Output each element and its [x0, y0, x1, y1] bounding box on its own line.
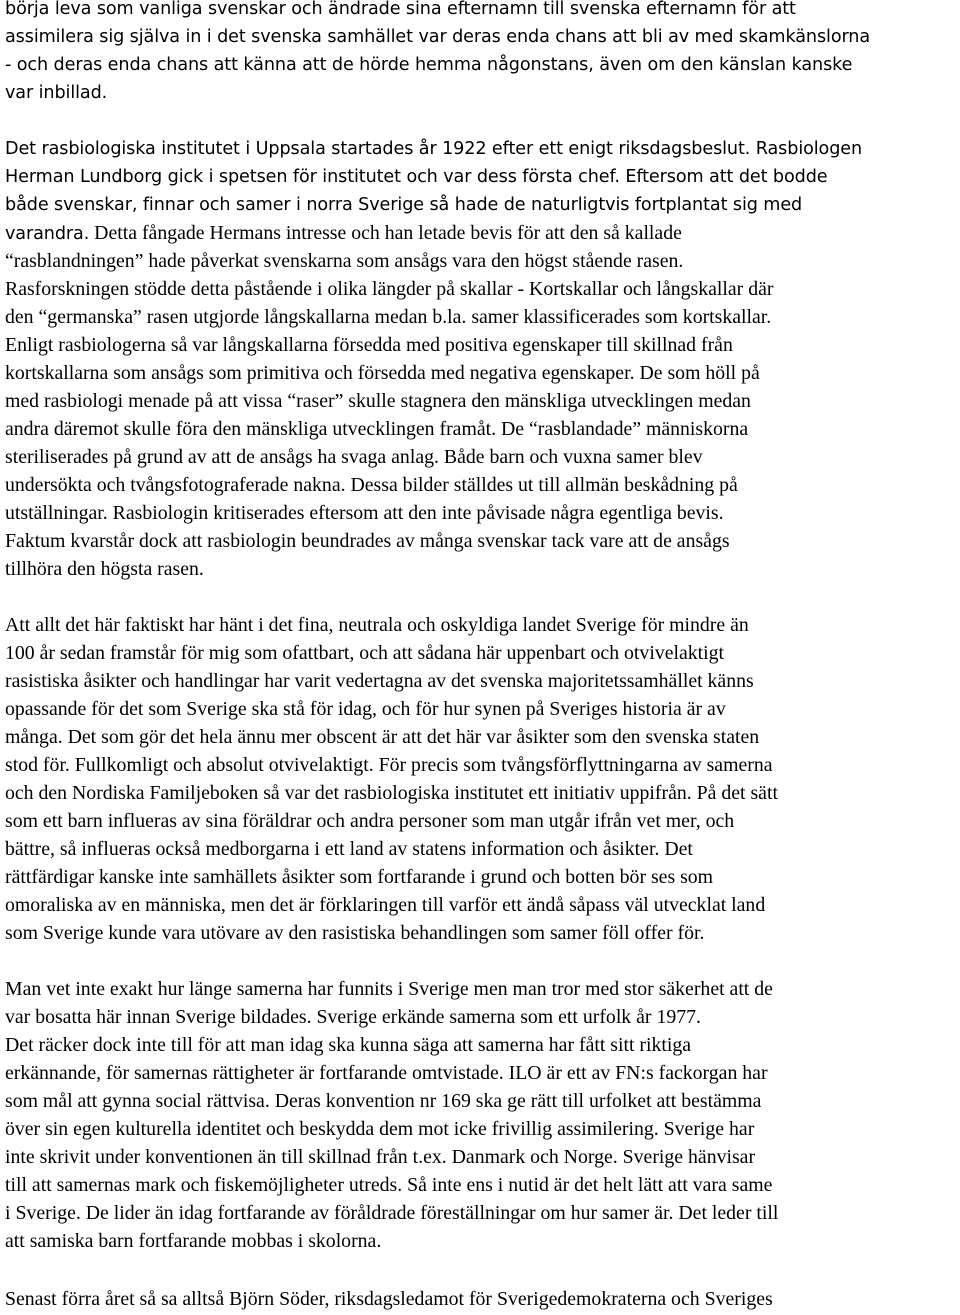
text-line: “rasblandningen” hade påverkat svenskarna som ansågs vara den högst stående rasen.	[5, 250, 684, 272]
text-line: var inbillad.	[5, 83, 108, 103]
text-line: många. Det som gör det hela ännu mer obscent är att det här var åsikter som den svenska staten	[5, 726, 760, 748]
text-line: med rasbiologi menade på att vissa “raser” skulle stagnera den mänskliga utvecklingen medan	[5, 390, 751, 412]
text-line: var bosatta här innan Sverige bildades. Sverige erkände samerna som ett urfolk år 1977.	[5, 1006, 701, 1028]
text-run: Detta fångade Hermans intresse och han letade bevis för att den så kallade	[89, 222, 682, 244]
text-line: över sin egen kulturella identitet och beskydda dem mot icke frivillig assimilering. Sverige har	[5, 1118, 755, 1140]
text-line: bättre, så influeras också medborgarna i ett land av statens information och åsikter. Det	[5, 838, 693, 860]
text-line: Det räcker dock inte till för att man idag ska kunna säga att samerna har fått sitt riktiga	[5, 1034, 692, 1056]
text-line: som ett barn influeras av sina föräldrar och andra personer som man utgår ifrån vet mer, och	[5, 810, 735, 832]
text-line: rasistiska åsikter och handlingar har varit vedertagna av det svenska majoritetssamhället känns	[5, 670, 754, 692]
text-line: Senast förra året så sa alltså Björn Söder, riksdagsledamot för Sverigedemokraterna och Sveriges	[5, 1288, 773, 1310]
text-line: Det rasbiologiska institutet i Uppsala startades år 1922 efter ett enigt riksdagsbeslut. Rasbiologen	[5, 139, 863, 159]
text-line: omoraliska av en människa, men det är förklaringen till varför ett ändå såpass väl utvecklat land	[5, 894, 766, 916]
text-line: till att samernas mark och fiskemöjligheter utreds. Så inte ens i nutid är det helt lätt att vara same	[5, 1174, 773, 1196]
text-line: tillhöra den högsta rasen.	[5, 558, 204, 580]
text-line: Herman Lundborg gick i spetsen för institutet och var dess första chef. Eftersom att det bodde	[5, 167, 828, 187]
text-line: börja leva som vanliga svenskar och ändrade sina efternamn till svenska efternamn för att	[5, 0, 796, 19]
text-line: och den Nordiska Familjeboken så var det rasbiologiska institutet ett initiativ uppifrån. På det sätt	[5, 782, 778, 804]
text-line: den “germanska” rasen utgjorde långskallarna medan b.la. samer klassificerades som kortskallar.	[5, 306, 772, 328]
text-line: undersökta och tvångsfotograferade nakna. Dessa bilder ställdes ut till allmän beskådning på	[5, 474, 738, 496]
text-line: stod för. Fullkomligt och absolut otvivelaktigt. För precis som tvångsförflyttningarna av samerna	[5, 754, 773, 776]
text-line: som Sverige kunde vara utövare av den rasistiska behandlingen som samer föll offer för.	[5, 922, 705, 944]
text-line: Att allt det här faktiskt har hänt i det fina, neutrala och oskyldiga landet Sverige för mindre än	[5, 614, 749, 636]
text-line: Faktum kvarstår dock att rasbiologin beundrades av många svenskar tack vare att de ansågs	[5, 530, 730, 552]
text-line: Enligt rasbiologerna så var långskallarna försedda med positiva egenskaper till skillnad från	[5, 334, 733, 356]
text-line: Man vet inte exakt hur länge samerna har funnits i Sverige men man tror med stor säkerhet att de	[5, 978, 773, 1000]
text-run: varandra.	[5, 224, 90, 244]
document-page	[5, 0, 955, 1315]
text-line: Rasforskningen stödde detta påstående i olika längder på skallar - Kortskallar och långskallar där	[5, 278, 774, 300]
text-line: erkännande, för samernas rättigheter är fortfarande omtvistade. ILO är ett av FN:s fackorgan har	[5, 1062, 768, 1084]
text-line: inte skrivit under konventionen än till skillnad från t.ex. Danmark och Norge. Sverige hänvisar	[5, 1146, 756, 1168]
text-line: kortskallarna som ansågs som primitiva och försedda med negativa egenskaper. De som höll på	[5, 362, 760, 384]
text-line: opassande för det som Sverige ska stå för idag, och för hur synen på Sveriges historia är av	[5, 698, 726, 720]
text-line: rättfärdigar kanske inte samhällets åsikter som fortfarande i grund och botten bör ses som	[5, 866, 714, 888]
text-line: utställningar. Rasbiologin kritiserades eftersom att den inte påvisade några egentliga bevis.	[5, 502, 724, 524]
text-line: assimilera sig själva in i det svenska samhället var deras enda chans att bli av med skamkänslorna	[5, 27, 871, 47]
text-line: som mål att gynna social rättvisa. Deras konvention nr 169 ska ge rätt till urfolket att bestämma	[5, 1090, 762, 1112]
text-line: andra däremot skulle föra den mänskliga utvecklingen framåt. De “rasblandade” människorna	[5, 418, 749, 440]
text-line: steriliserades på grund av att de ansågs ha svaga anlag. Både barn och vuxna samer blev	[5, 446, 703, 468]
text-line: i Sverige. De lider än idag fortfarande av föråldrade föreställningar om hur samer är. Det leder till	[5, 1202, 779, 1224]
text-line	[5, 220, 682, 248]
text-line: - och deras enda chans att känna att de hörde hemma någonstans, även om den känslan kanske	[5, 55, 853, 75]
text-line: både svenskar, finnar och samer i norra Sverige så hade de naturligtvis fortplantat sig med	[5, 195, 803, 215]
text-line: att samiska barn fortfarande mobbas i skolorna.	[5, 1230, 382, 1252]
text-line: 100 år sedan framstår för mig som ofattbart, och att sådana här uppenbart och otvivelaktigt	[5, 642, 725, 664]
